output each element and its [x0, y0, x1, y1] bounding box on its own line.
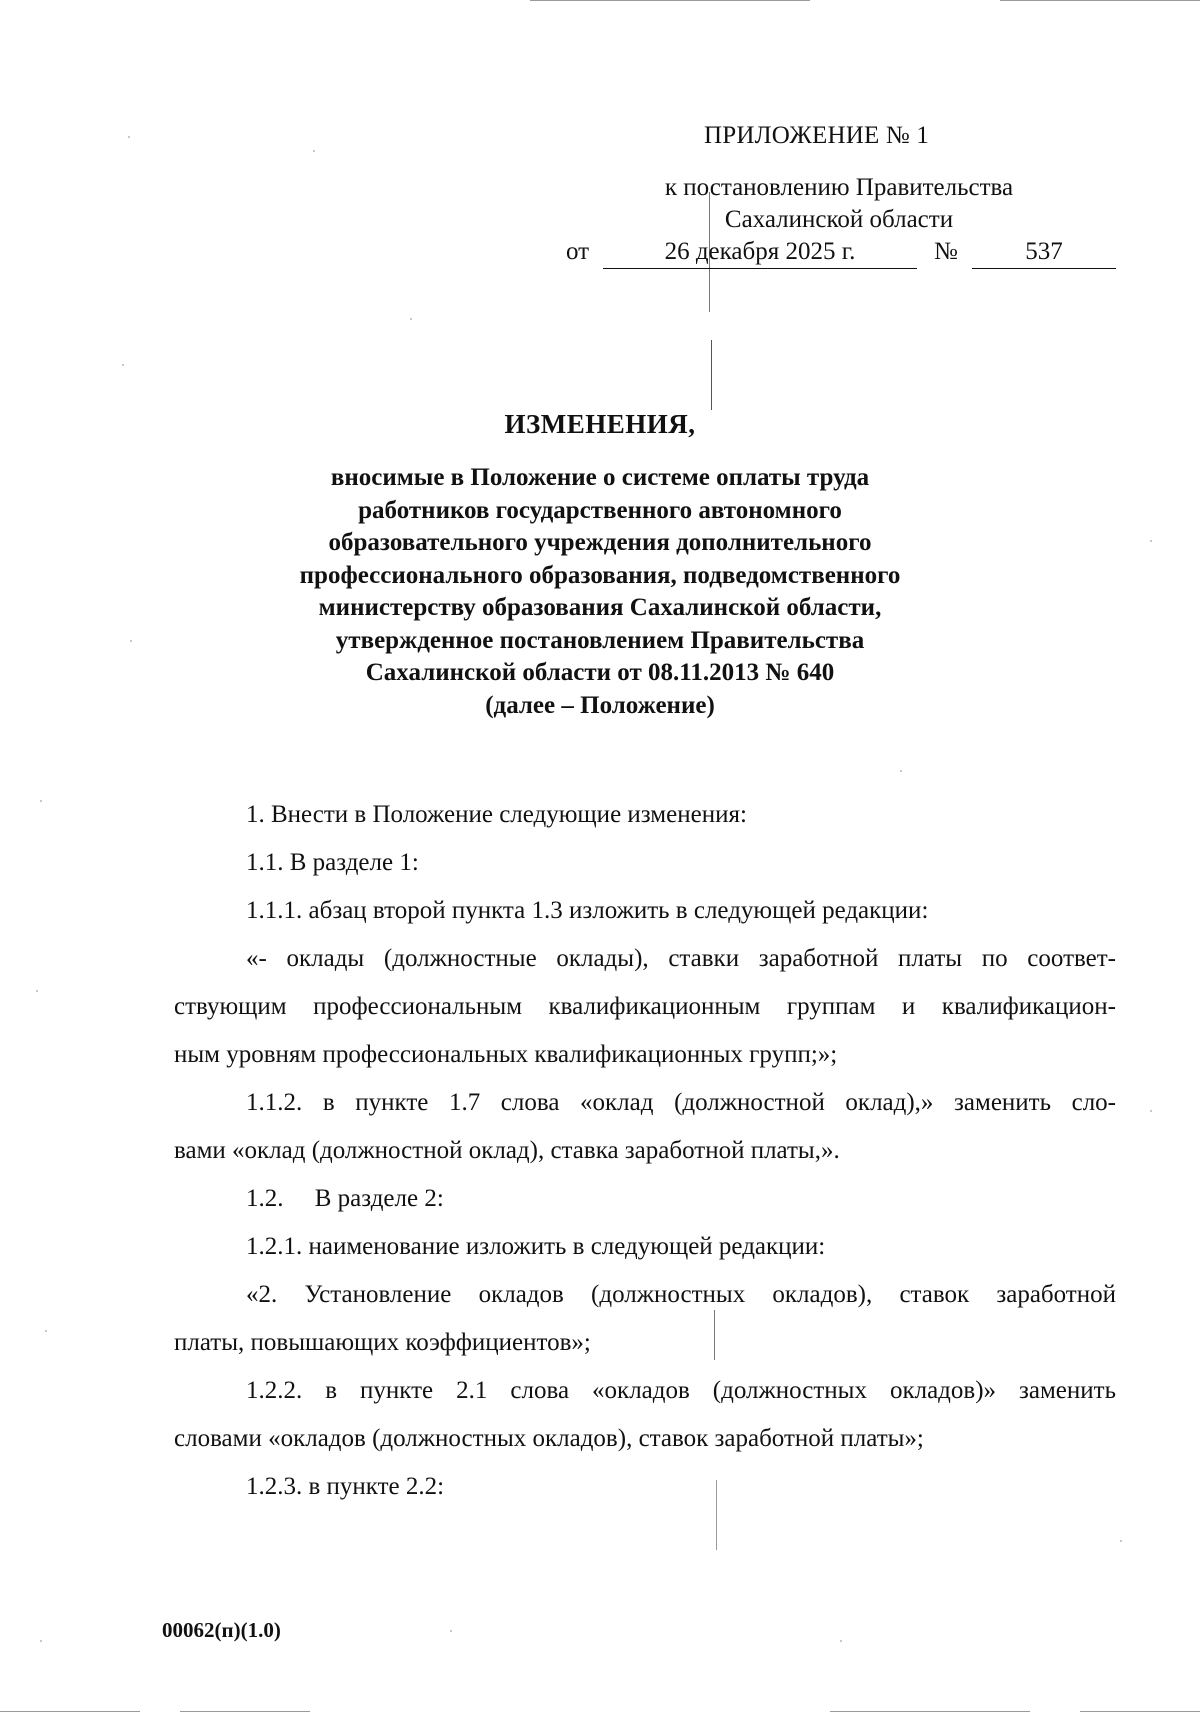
document-form-code: 00062(п)(1.0): [162, 1618, 281, 1642]
quote-1-line-1: «- оклады (должностные оклады), ставки заработной платы по соответ-: [246, 945, 1116, 972]
paragraph-1-2-3: 1.2.3. в пункте 2.2:: [246, 1473, 445, 1500]
quote-1-line-3: ным уровням профессиональных квалификационных групп;»;: [174, 1041, 838, 1068]
scan-edge-bottom-2: [180, 1711, 310, 1712]
scan-dot: [128, 136, 130, 138]
scan-dot: [900, 770, 902, 772]
quote-2-line-1: «2. Установление окладов (должностных окладов), ставок заработной: [246, 1281, 1116, 1308]
scan-edge-bottom-3: [830, 1711, 1030, 1712]
scan-edge-top-2: [1000, 0, 1200, 1]
scan-dot: [45, 1330, 47, 1332]
subtitle-line: вносимые в Положение о системе оплаты труда: [330, 464, 870, 491]
scan-dot: [36, 990, 38, 992]
quote-1-line-2: ствующим профессиональным квалификационным группам и квалификацион-: [174, 993, 1116, 1020]
paragraph-1-2-2-line-2: словами «окладов (должностных окладов), ставок заработной платы»;: [174, 1425, 924, 1452]
scan-dot: [1150, 1110, 1152, 1112]
scan-dot: [1120, 1540, 1122, 1542]
subtitle-line: образовательного учреждения дополнительного: [328, 529, 872, 556]
scan-dot: [313, 150, 315, 152]
scan-dot: [1150, 540, 1152, 542]
subtitle-line: утвержденное постановлением Правительства: [335, 626, 865, 654]
paragraph-1-1-2-line-1: 1.1.2. в пункте 1.7 слова «оклад (должностной оклад),» заменить сло-: [246, 1089, 1116, 1116]
scan-dot: [410, 318, 412, 320]
subtitle-line: министерству образования Сахалинской области,: [318, 594, 882, 621]
scan-dot: [840, 1640, 842, 1642]
decree-date: 26 декабря 2025 г.: [603, 236, 917, 269]
paragraph-1-1-1: 1.1.1. абзац второй пункта 1.3 изложить в следующей редакции:: [246, 897, 929, 924]
paragraph-1-1: 1.1. В разделе 1:: [246, 849, 419, 876]
subtitle-line: (далее – Положение): [485, 691, 715, 719]
scan-edge-top-1: [530, 0, 810, 1]
scan-edge-bottom-4: [1080, 1711, 1200, 1712]
document-title-block: [250, 406, 950, 722]
scan-crease-2: [711, 340, 712, 410]
scan-dot: [130, 640, 132, 642]
quote-2-line-2: платы, повышающих коэффициентов»;: [174, 1329, 591, 1356]
annex-to-line: к постановлению Правительства: [664, 174, 1014, 201]
scan-edge-bottom-1: [0, 1711, 140, 1712]
document-title: ИЗМЕНЕНИЯ,: [504, 409, 696, 439]
paragraph-1-2-2-line-1: 1.2.2. в пункте 2.1 слова «окладов (должностных окладов)» заменить: [246, 1377, 1116, 1404]
paragraph-1: 1. Внести в Положение следующие изменения:: [246, 801, 747, 828]
scan-dot: [450, 1630, 452, 1632]
subtitle-line: работников государственного автономного: [358, 496, 842, 524]
subtitle-line: Сахалинской области от 08.11.2013 № 640: [365, 659, 835, 686]
scan-dot: [40, 800, 42, 802]
paragraph-1-1-2-line-2: вами «оклад (должностной оклад), ставка заработной платы,».: [174, 1137, 840, 1164]
scan-dot: [40, 1640, 42, 1642]
from-label: от: [566, 238, 590, 265]
document-subtitle: [250, 462, 950, 722]
paragraph-1-2-1: 1.2.1. наименование изложить в следующей редакции:: [246, 1233, 826, 1260]
scan-dot: [122, 364, 124, 366]
number-label: №: [934, 238, 958, 265]
subtitle-line: профессионального образования, подведомственного: [299, 561, 901, 589]
annex-title: ПРИЛОЖЕНИЕ № 1: [704, 122, 930, 149]
annex-region-line: Сахалинской области: [724, 206, 954, 233]
paragraph-1-2: 1.2. В разделе 2:: [246, 1185, 444, 1212]
decree-number: 537: [972, 236, 1116, 269]
